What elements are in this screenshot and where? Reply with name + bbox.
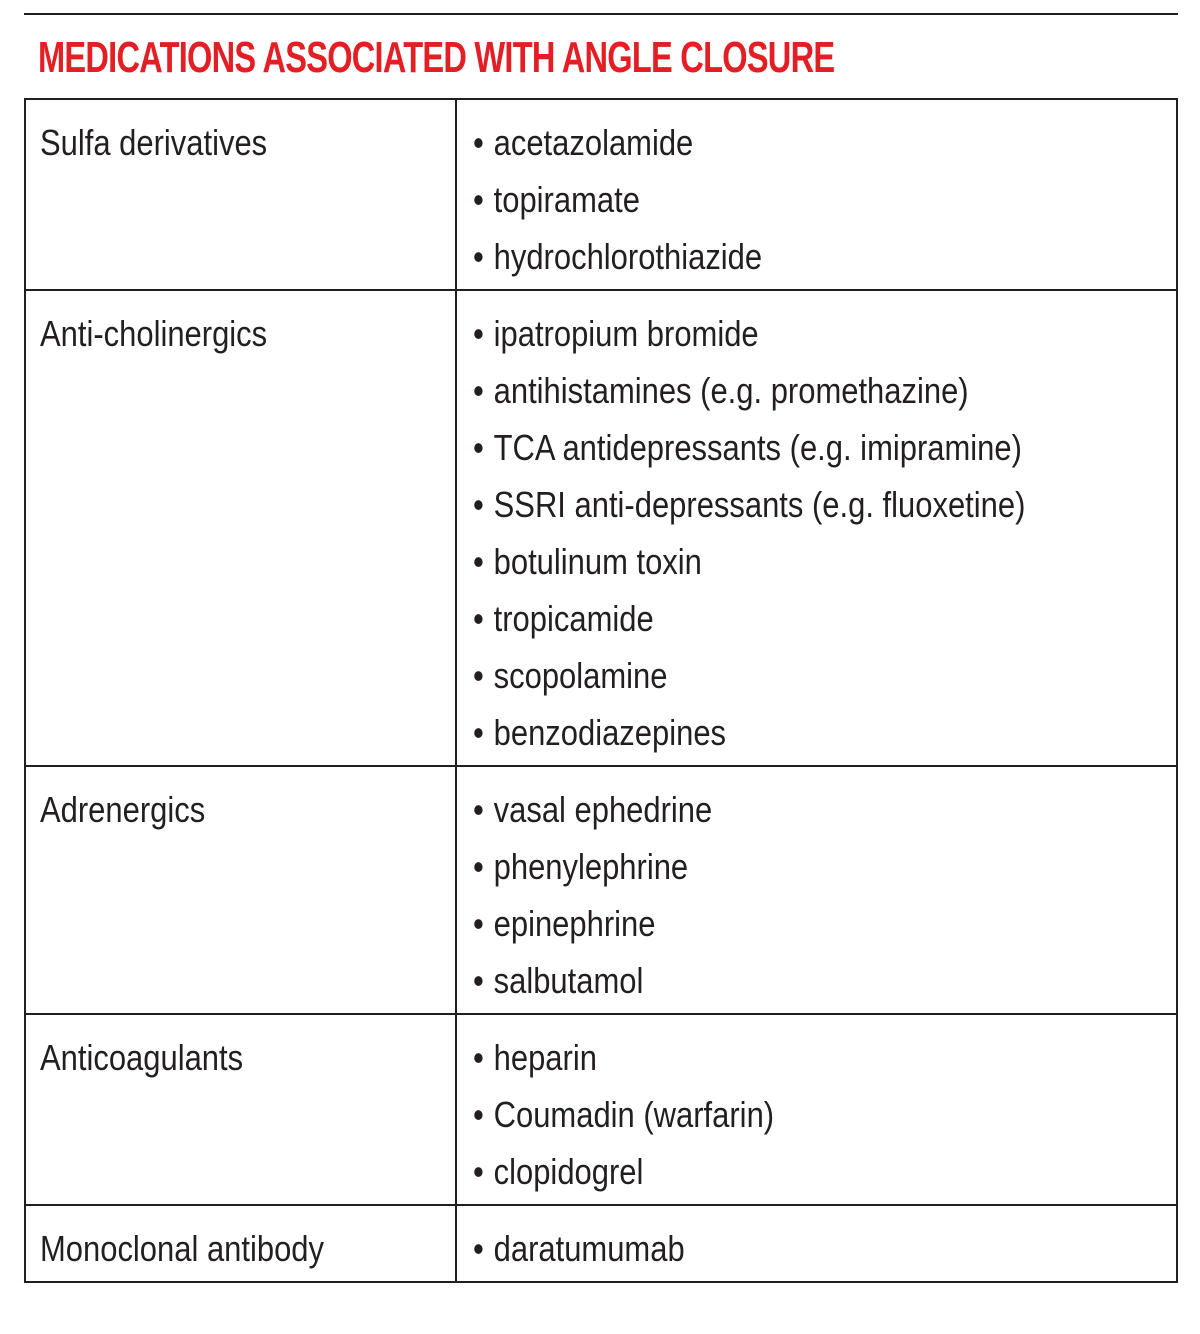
drug-name: antihistamines (e.g. promethazine)	[493, 370, 969, 411]
drug-list	[473, 1029, 1176, 1200]
table-row	[25, 1205, 1177, 1282]
bullet: •	[473, 179, 484, 220]
drugs-cell	[456, 290, 1177, 766]
bullet: •	[473, 598, 484, 639]
list-item	[473, 1143, 1078, 1200]
bullet: •	[473, 712, 484, 753]
category-label: Anticoagulants	[40, 1037, 244, 1078]
drug-name: SSRI anti-depressants (e.g. fluoxetine)	[493, 484, 1026, 525]
list-item	[473, 781, 1078, 838]
table-row	[25, 766, 1177, 1014]
list-item	[473, 952, 1078, 1009]
list-item	[473, 838, 1078, 895]
bullet: •	[473, 1094, 484, 1135]
list-item	[473, 647, 1078, 704]
list-item	[473, 171, 1078, 228]
page-title: MEDICATIONS ASSOCIATED WITH ANGLE CLOSURE	[38, 33, 835, 82]
drug-name: scopolamine	[493, 655, 668, 696]
category-cell	[25, 290, 456, 766]
medications-table	[24, 98, 1178, 1283]
bullet: •	[473, 236, 484, 277]
list-item	[473, 590, 1078, 647]
drug-name: acetazolamide	[493, 122, 694, 163]
list-item	[473, 533, 1078, 590]
drug-list	[473, 781, 1176, 1009]
list-item	[473, 1086, 1078, 1143]
bullet: •	[473, 789, 484, 830]
table-row	[25, 1014, 1177, 1205]
list-item	[473, 476, 1078, 533]
drug-list	[473, 114, 1176, 285]
list-item	[473, 228, 1078, 285]
drug-name: topiramate	[493, 179, 640, 220]
bullet: •	[473, 313, 484, 354]
list-item	[473, 1029, 1078, 1086]
table-row	[25, 99, 1177, 290]
drug-name: tropicamide	[493, 598, 654, 639]
category-label: Adrenergics	[40, 789, 206, 830]
bullet: •	[473, 960, 484, 1001]
drug-name: clopidogrel	[493, 1151, 644, 1192]
top-rule	[24, 13, 1178, 15]
drug-name: salbutamol	[493, 960, 644, 1001]
bullet: •	[473, 655, 484, 696]
drug-name: epinephrine	[493, 903, 656, 944]
list-item	[473, 1220, 1078, 1277]
drugs-cell	[456, 766, 1177, 1014]
drug-name: ipatropium bromide	[493, 313, 759, 354]
drug-name: benzodiazepines	[493, 712, 727, 753]
bullet: •	[473, 1151, 484, 1192]
drug-name: phenylephrine	[493, 846, 689, 887]
bullet: •	[473, 484, 484, 525]
list-item	[473, 305, 1078, 362]
drug-name: botulinum toxin	[493, 541, 702, 582]
category-label: Anti-cholinergics	[40, 313, 268, 354]
category-label: Monoclonal antibody	[40, 1228, 325, 1269]
drug-name: hydrochlorothiazide	[493, 236, 763, 277]
drug-name: daratumumab	[493, 1228, 685, 1269]
category-cell	[25, 1205, 456, 1282]
table-row	[25, 290, 1177, 766]
bullet: •	[473, 1037, 484, 1078]
bullet: •	[473, 903, 484, 944]
drugs-cell	[456, 99, 1177, 290]
bullet: •	[473, 370, 484, 411]
category-cell	[25, 99, 456, 290]
bullet: •	[473, 427, 484, 468]
list-item	[473, 704, 1078, 761]
drug-name: TCA antidepressants (e.g. imipramine)	[493, 427, 1022, 468]
drug-name: vasal ephedrine	[493, 789, 713, 830]
bullet: •	[473, 541, 484, 582]
list-item	[473, 419, 1078, 476]
drugs-cell	[456, 1205, 1177, 1282]
category-label: Sulfa derivatives	[40, 122, 268, 163]
bullet: •	[473, 122, 484, 163]
drugs-cell	[456, 1014, 1177, 1205]
drug-name: Coumadin (warfarin)	[493, 1094, 775, 1135]
list-item	[473, 114, 1078, 171]
drug-list	[473, 305, 1176, 761]
category-cell	[25, 1014, 456, 1205]
drug-name: heparin	[493, 1037, 597, 1078]
list-item	[473, 362, 1078, 419]
category-cell	[25, 766, 456, 1014]
list-item	[473, 895, 1078, 952]
drug-list	[473, 1220, 1176, 1277]
bullet: •	[473, 1228, 484, 1269]
bullet: •	[473, 846, 484, 887]
